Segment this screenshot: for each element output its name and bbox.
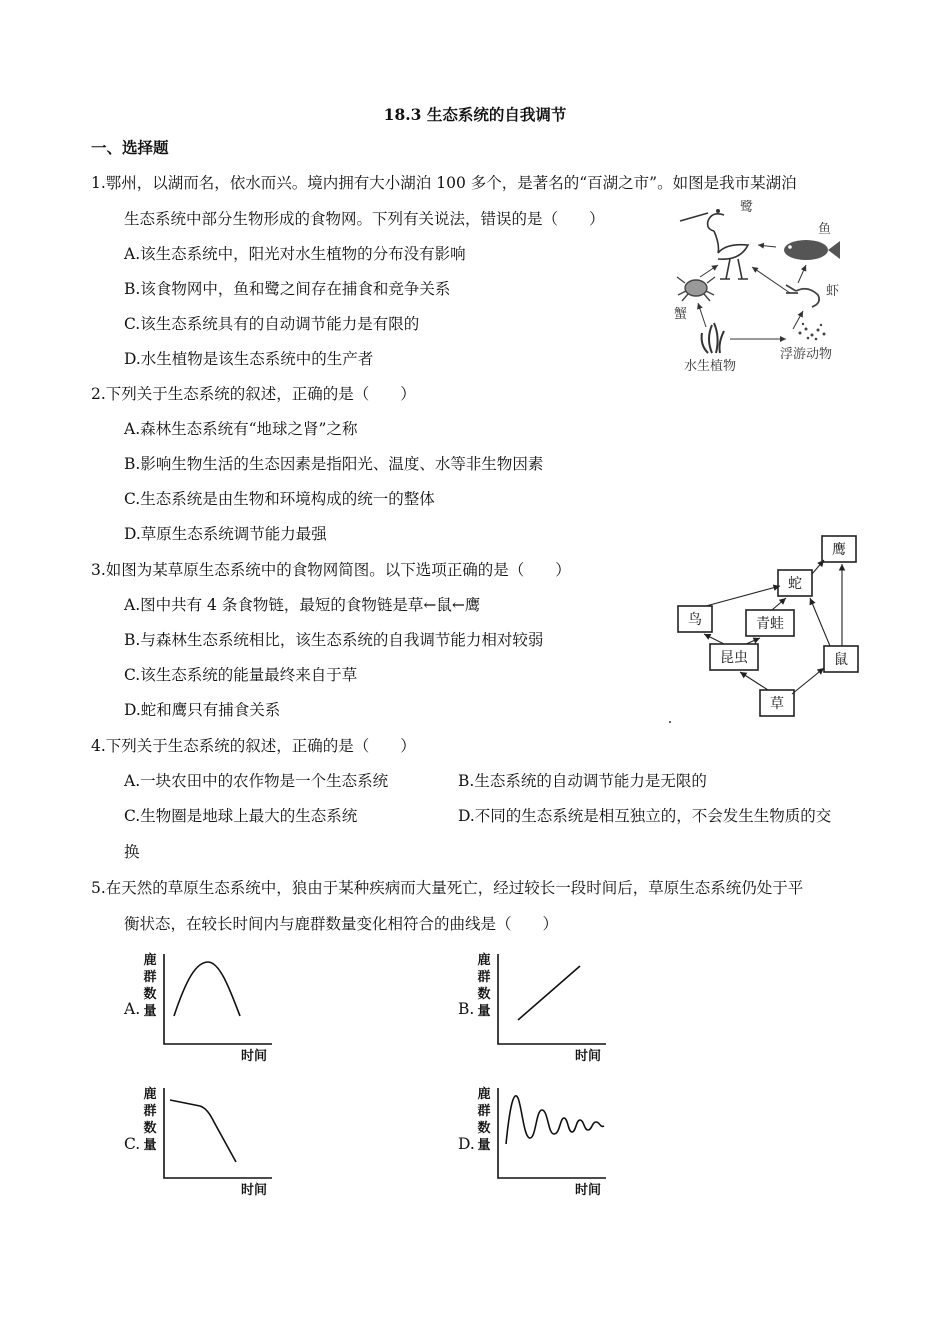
- plankton-label: 浮游动物: [780, 347, 833, 362]
- crab-label: 蟹: [674, 307, 688, 322]
- graph-b-ylabel-1: 鹿: [477, 953, 491, 968]
- aquatic-plant-picture: [702, 323, 724, 353]
- graph-b-ylabel-3: 数: [477, 987, 491, 1002]
- snake-label: 蛇: [788, 576, 802, 592]
- q3-option-d[interactable]: D.蛇和鹰只有捕食关系: [124, 701, 281, 719]
- q4-option-b[interactable]: B.生态系统的自动调节能力是无限的: [458, 772, 707, 790]
- q4-stem: 4.下列关于生态系统的叙述，正确的是（ ）: [91, 737, 416, 755]
- page-title: 18.3 生态系统的自我调节: [383, 105, 567, 124]
- graph-a[interactable]: [140, 950, 280, 1066]
- q2-stem: 2.下列关于生态系统的叙述，正确的是（ ）: [91, 385, 416, 403]
- graph-c[interactable]: [140, 1084, 280, 1200]
- fish-picture: [784, 240, 840, 260]
- graph-b-ylabel-4: 量: [477, 1004, 491, 1019]
- graph-a-xlabel: 时间: [240, 1049, 268, 1064]
- q4-option-d-continued: 换: [124, 843, 140, 861]
- grass-label: 草: [770, 696, 784, 712]
- q2-option-b[interactable]: B.影响生物生活的生态因素是指阳光、温度、水等非生物因素: [124, 455, 544, 473]
- section-heading: 一、选择题: [91, 138, 169, 157]
- q5-option-a-label[interactable]: A.: [124, 1000, 141, 1018]
- q5-option-c-label[interactable]: C.: [124, 1135, 141, 1153]
- shrimp-label: 虾: [826, 284, 840, 299]
- graph-a-ylabel-1: 鹿: [143, 953, 157, 968]
- q3-option-a[interactable]: A.图中共有 4 条食物链，最短的食物链是草←鼠←鹰: [124, 596, 481, 614]
- q5-option-b-label[interactable]: B.: [458, 1000, 475, 1018]
- fish-label: 鱼: [818, 222, 832, 237]
- crab-picture: [677, 277, 715, 301]
- graph-a-ylabel-3: 数: [143, 987, 157, 1002]
- grassland-food-web-figure: [668, 530, 868, 726]
- graph-d-ylabel-3: 数: [477, 1121, 491, 1136]
- heron-label: 鹭: [740, 200, 754, 215]
- q1-option-c[interactable]: C.该生态系统具有的自动调节能力是有限的: [124, 315, 420, 333]
- plankton-picture: [799, 323, 826, 341]
- q3-option-c[interactable]: C.该生态系统的能量最终来自于草: [124, 666, 358, 684]
- graph-a-ylabel-4: 量: [143, 1004, 157, 1019]
- graph-b[interactable]: [474, 950, 614, 1066]
- graph-d-xlabel: 时间: [574, 1183, 602, 1198]
- graph-d-curve: [506, 1096, 604, 1144]
- graph-c-ylabel-2: 群: [143, 1104, 157, 1119]
- graph-c-curve: [170, 1100, 236, 1162]
- graph-b-xlabel: 时间: [574, 1049, 602, 1064]
- heron-picture: [680, 210, 748, 279]
- graph-c-ylabel-3: 数: [143, 1121, 157, 1136]
- frog-label: 青蛙: [756, 616, 784, 632]
- q2-option-a[interactable]: A.森林生态系统有“地球之肾”之称: [124, 420, 358, 438]
- graph-a-ylabel-2: 群: [143, 970, 157, 985]
- q1-option-d[interactable]: D.水生植物是该生态系统中的生产者: [124, 350, 374, 368]
- graph-d-ylabel-1: 鹿: [477, 1087, 491, 1102]
- graph-d-ylabel-4: 量: [477, 1138, 491, 1153]
- graph-d[interactable]: [474, 1084, 614, 1200]
- graph-b-ylabel-2: 群: [477, 970, 491, 985]
- insect-label: 昆虫: [720, 650, 748, 666]
- q1-stem-line1: 1.鄂州，以湖而名，依水而兴。境内拥有大小湖泊 100 多个，是著名的“百湖之市”。如图是我市某湖泊: [91, 174, 797, 192]
- eagle-label: 鹰: [832, 542, 846, 558]
- lake-food-web-figure: [668, 193, 860, 373]
- q3-option-b[interactable]: B.与森林生态系统相比，该生态系统的自我调节能力相对较弱: [124, 631, 544, 649]
- shrimp-picture: [786, 285, 819, 307]
- graph-b-axes: [498, 954, 606, 1044]
- q2-option-d[interactable]: D.草原生态系统调节能力最强: [124, 525, 327, 543]
- aquatic-plant-label: 水生植物: [684, 359, 737, 373]
- q5-stem-line1: 5.在天然的草原生态系统中，狼由于某种疾病而大量死亡，经过较长一段时间后，草原生态系统仍处于平: [91, 879, 804, 897]
- graph-a-curve: [174, 962, 240, 1016]
- q4-option-d[interactable]: D.不同的生态系统是相互独立的，不会发生生物质的交: [458, 807, 832, 825]
- mouse-label: 鼠: [834, 652, 848, 668]
- graph-b-curve: [518, 966, 580, 1020]
- graph-c-ylabel-1: 鹿: [143, 1087, 157, 1102]
- graph-c-xlabel: 时间: [240, 1183, 268, 1198]
- q2-option-c[interactable]: C.生态系统是由生物和环境构成的统一的整体: [124, 490, 435, 508]
- q3-stem: 3.如图为某草原生态系统中的食物网简图。以下选项正确的是（ ）: [91, 561, 571, 579]
- q5-stem-line2: 衡状态，在较长时间内与鹿群数量变化相符合的曲线是（ ）: [124, 915, 559, 933]
- q1-option-b[interactable]: B.该食物网中，鱼和鹭之间存在捕食和竞争关系: [124, 280, 451, 298]
- q5-option-d-label[interactable]: D.: [458, 1135, 475, 1153]
- q1-stem-line2: 生态系统中部分生物形成的食物网。下列有关说法，错误的是（ ）: [124, 210, 605, 228]
- q4-option-a[interactable]: A.一块农田中的农作物是一个生态系统: [124, 772, 389, 790]
- graph-d-ylabel-2: 群: [477, 1104, 491, 1119]
- q4-option-c[interactable]: C.生物圈是地球上最大的生态系统: [124, 807, 358, 825]
- graph-c-ylabel-4: 量: [143, 1138, 157, 1153]
- q1-option-a[interactable]: A.该生态系统中，阳光对水生植物的分布没有影响: [124, 245, 466, 263]
- bird-label: 鸟: [688, 612, 702, 628]
